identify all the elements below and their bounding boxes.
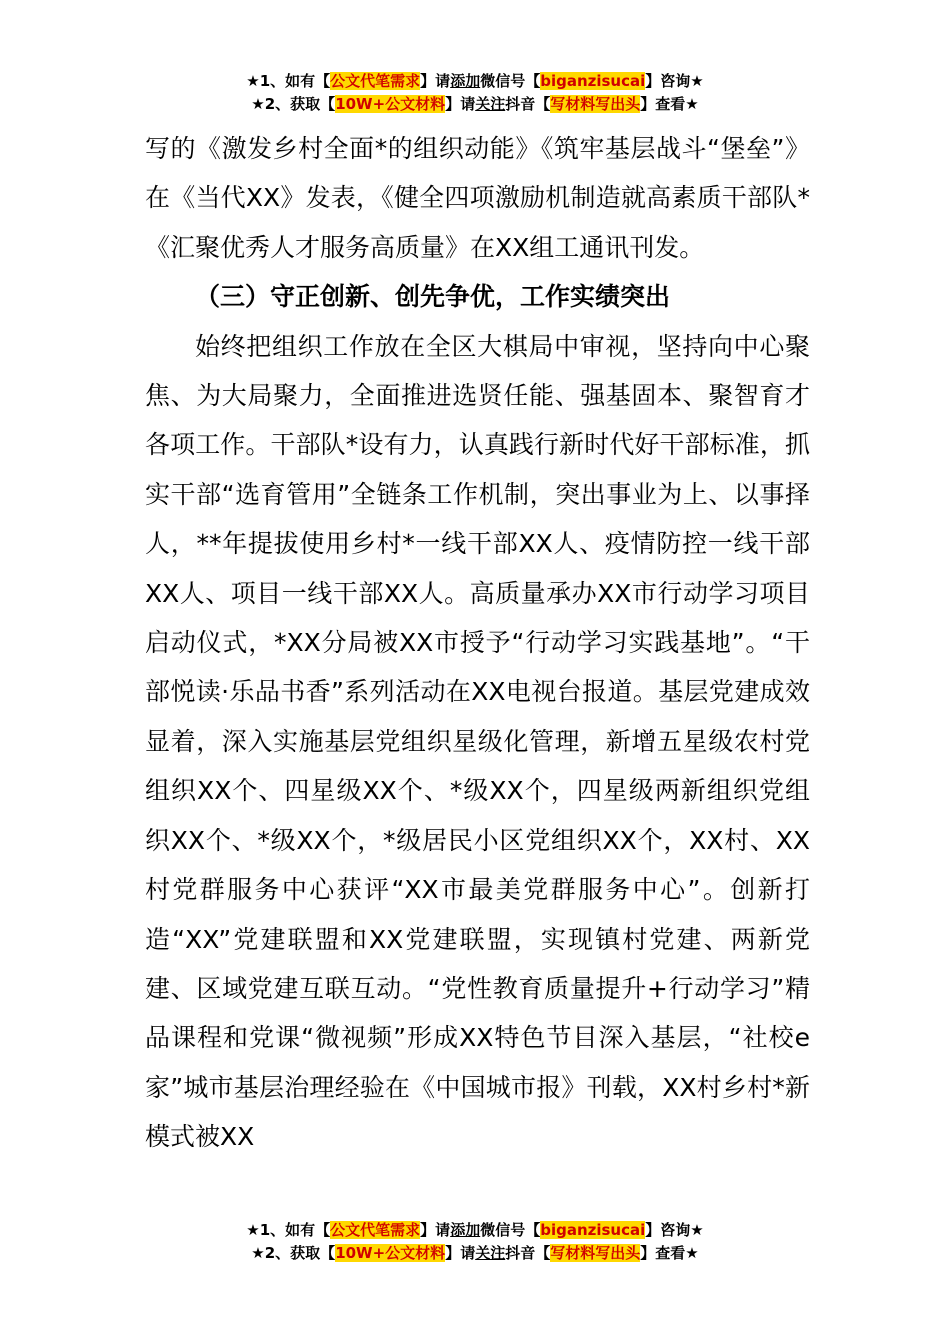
banner-text: 抖音【 (505, 95, 551, 113)
banner-text: 微信号【 (480, 1221, 541, 1239)
highlight-materials: 10W+公文材料 (335, 95, 446, 113)
banner-text: ★2、获取【 (251, 1244, 336, 1262)
highlight-service: 公文代笔需求 (330, 72, 421, 90)
banner-text: 】查看★ (640, 1244, 699, 1262)
banner-text: 】咨询★ (645, 72, 704, 90)
banner-text: 微信号【 (480, 72, 541, 90)
banner-text: 】咨询★ (645, 1221, 704, 1239)
banner-text: ★2、获取【 (251, 95, 336, 113)
highlight-wechat-id: biganzisucai (540, 72, 646, 90)
banner-underline: 添加 (450, 72, 481, 90)
banner-text: 】请 (445, 95, 476, 113)
banner-underline: 关注 (475, 1244, 506, 1262)
footer-banner (0, 1219, 950, 1265)
header-banner (0, 70, 950, 116)
banner-underline: 关注 (475, 95, 506, 113)
banner-underline: 添加 (450, 1221, 481, 1239)
section-heading: （三）守正创新、创先争优，工作实绩突出 (195, 282, 671, 312)
banner-line-1 (0, 70, 950, 93)
highlight-service: 公文代笔需求 (330, 1221, 421, 1239)
body-paragraph: 始终把组织工作放在全区大棋局中审视，坚持向中心聚焦、为大局聚力，全面推进选贤任能、强基固本、聚智育才各项工作。干部队*设有力，认真践行新时代好干部标准，抓实干部“选育管用”全链条工作机制，突出事业为上、以事择人，**年提拔使用乡村*一线干部XX人、疫情防控一线干部XX人、项目一线干部XX人。高质量承办XX市行动学习项目启动仪式，*XX分局被XX市授予“行动学习实践基地”。“干部悦读·乐品书香”系列活动在XX电视台报道。基层党建成效显着，深入实施基层党组织星级化管理，新增五星级农村党组织XX个、四星级XX个、*级XX个，四星级两新组织党组织XX个、*级XX个，*级居民小区党组织XX个，XX村、XX村党群服务中心获评“XX市最美党群服务中心”。创新打造“XX”党建联盟和XX党建联盟，实现镇村党建、两新党建、区域党建互联互动。“党性教育质量提升+行动学习”精品课程和党课“微视频”形成XX特色节目深入基层，“社校e家”城市基层治理经验在《中国城市报》刊载，XX村乡村*新模式被XX (145, 331, 810, 1152)
highlight-wechat-id: biganzisucai (540, 1221, 646, 1239)
banner-text: ★1、如有【 (246, 1221, 331, 1239)
banner-text: ★1、如有【 (246, 72, 331, 90)
banner-text: 】请 (420, 72, 451, 90)
banner-text: 】查看★ (640, 95, 699, 113)
banner-text: 】请 (420, 1221, 451, 1239)
highlight-douyin-id: 写材料写出头 (550, 95, 641, 113)
banner-line-1 (0, 1219, 950, 1242)
highlight-douyin-id: 写材料写出头 (550, 1244, 641, 1262)
body-paragraph: 写的《激发乡村全面*的组织动能》《筑牢基层战斗“堡垒”》在《当代XX》发表，《健全四项激励机制造就高素质干部队*《汇聚优秀人才服务高质量》在XX组工通讯刊发。 (145, 134, 810, 262)
highlight-materials: 10W+公文材料 (335, 1244, 446, 1262)
banner-line-2 (0, 93, 950, 116)
banner-line-2 (0, 1242, 950, 1265)
banner-text: 抖音【 (505, 1244, 551, 1262)
banner-text: 】请 (445, 1244, 476, 1262)
document-body (145, 124, 810, 1162)
